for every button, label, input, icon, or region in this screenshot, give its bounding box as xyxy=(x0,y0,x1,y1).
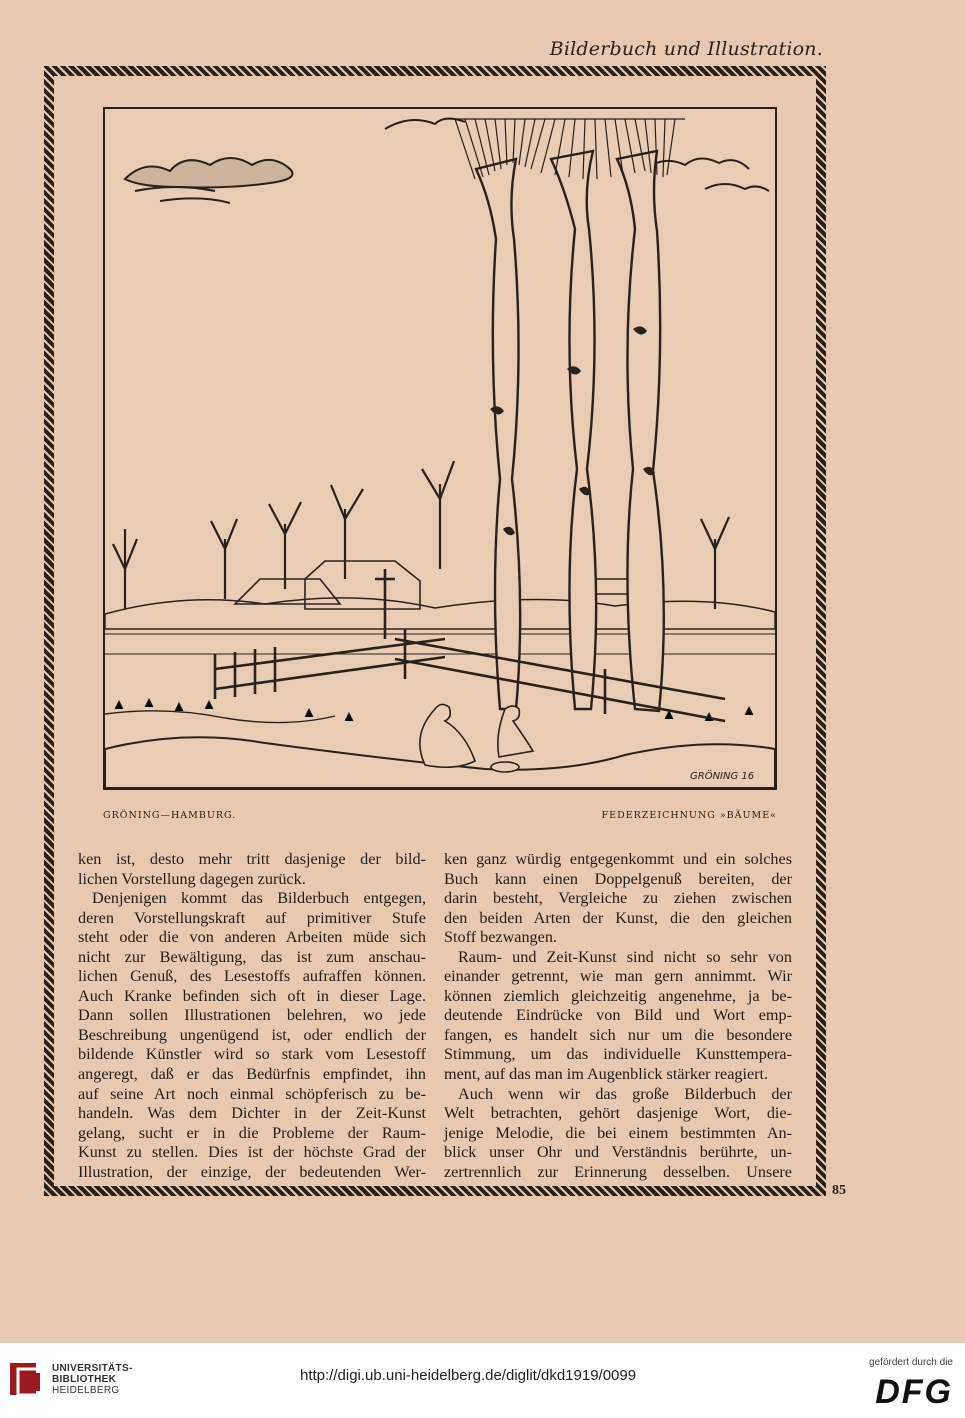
text-line: Buch kann einen Doppelgenuß bereiten, der xyxy=(444,869,792,888)
digitization-footer xyxy=(0,1343,965,1418)
text-line: Denjenigen kommt das Bilderbuch entgegen, xyxy=(92,889,426,908)
text-line: Welt betrachten, gehört dasjenige Wort, die- xyxy=(444,1104,792,1123)
funded-by-label: gefördert durch die xyxy=(869,1357,953,1368)
library-name-line: BIBLIOTHEK xyxy=(52,1374,117,1385)
text-line: Stoff bezwangen. xyxy=(444,928,557,947)
text-line: fangen, es handelt sich nur um die besondere xyxy=(444,1025,792,1044)
library-name[interactable] xyxy=(52,1363,133,1396)
text-line: Illustration, der einzige, der bedeutenden Wer- xyxy=(78,1162,426,1181)
text-line: ment, auf das man im Augenblick stärker reagiert. xyxy=(444,1065,769,1084)
library-logo-icon xyxy=(8,1359,48,1399)
text-line: jenige Melodie, die bei einem bestimmten An- xyxy=(444,1123,792,1142)
text-line: auf seine Art noch einmal schöpferisch zu be- xyxy=(78,1084,426,1103)
caption-title: FEDERZEICHNUNG »BÄUME« xyxy=(601,810,777,821)
text-column-left xyxy=(78,850,426,1182)
text-line: lichen Genuß, des Lesestoffs aufraffen können. xyxy=(78,967,426,986)
permalink-url[interactable]: http://digi.ub.uni-heidelberg.de/diglit/dkd1919/0099 xyxy=(300,1367,637,1384)
text-line: gelang, sucht er in die Probleme der Raum- xyxy=(78,1123,426,1142)
text-line: Kunst zu stellen. Dies ist der höchste Grad der xyxy=(78,1143,426,1162)
text-line: angeregt, daß er das Bedürfnis empfindet, ihn xyxy=(78,1065,426,1084)
text-line: einander getrennt, wie man gern annimmt. Wir xyxy=(444,967,792,986)
text-line: ken ganz würdig entgegenkommt und ein solches xyxy=(444,850,792,868)
library-name-line: UNIVERSITÄTS- xyxy=(52,1363,133,1374)
seated-figures xyxy=(420,704,533,772)
text-line: steht oder die von anderen Arbeiten müde sich xyxy=(78,928,426,947)
text-line: Raum- und Zeit-Kunst sind nicht so sehr von xyxy=(458,947,792,966)
text-line: Auch Kranke befinden sich oft in dieser Lage. xyxy=(78,986,426,1005)
text-line: deutende Eindrücke von Bild und Wort emp- xyxy=(444,1006,792,1025)
text-line: bildende Künstler wird so stark vom Lesestoff xyxy=(78,1045,426,1064)
text-line: nicht zur Bewältigung, das ist zum anschau- xyxy=(78,947,426,966)
caption-artist: GRÖNING—HAMBURG. xyxy=(103,810,237,821)
text-line: können ziemlich gleichzeitig angenehme, ja be- xyxy=(444,986,792,1005)
text-line: deren Vorstellungskraft auf primitiver Stufe xyxy=(78,908,426,927)
text-line: den beiden Arten der Kunst, die den gleichen xyxy=(444,908,792,927)
pen-drawing-trees xyxy=(103,107,777,790)
tall-trees xyxy=(476,151,664,711)
text-line: darin besteht, Vergleiche zu ziehen zwischen xyxy=(444,889,792,908)
text-line: Dann sollen Illustrationen belehren, wo jede xyxy=(78,1006,426,1025)
library-name-line: HEIDELBERG xyxy=(52,1385,120,1396)
artist-signature: GRÖNING 16 xyxy=(690,771,755,782)
text-line: ken ist, desto mehr tritt dasjenige der bild- xyxy=(78,850,426,868)
text-line: Stimmung, um das individuelle Kunsttempera- xyxy=(444,1045,792,1064)
dfg-logo[interactable]: DFG xyxy=(875,1373,953,1411)
text-line: zertrennlich zur Erinnerung desselben. Unsere xyxy=(444,1162,792,1181)
text-line: lichen Vorstellung dagegen zurück. xyxy=(78,869,306,888)
running-title: Bilderbuch und Illustration. xyxy=(549,38,823,60)
text-column-right xyxy=(444,850,792,1182)
text-line: blick unser Ohr und Verständnis berührte, un- xyxy=(444,1143,792,1162)
page-number: 85 xyxy=(832,1183,846,1198)
clouds xyxy=(125,118,769,203)
text-line: handeln. Was dem Dichter in der Zeit-Kunst xyxy=(78,1104,426,1123)
distant-hills xyxy=(105,598,775,629)
text-line: Auch wenn wir das große Bilderbuch der xyxy=(458,1084,792,1103)
text-line: Beschreibung ungenügend ist, oder endlich der xyxy=(78,1025,426,1044)
